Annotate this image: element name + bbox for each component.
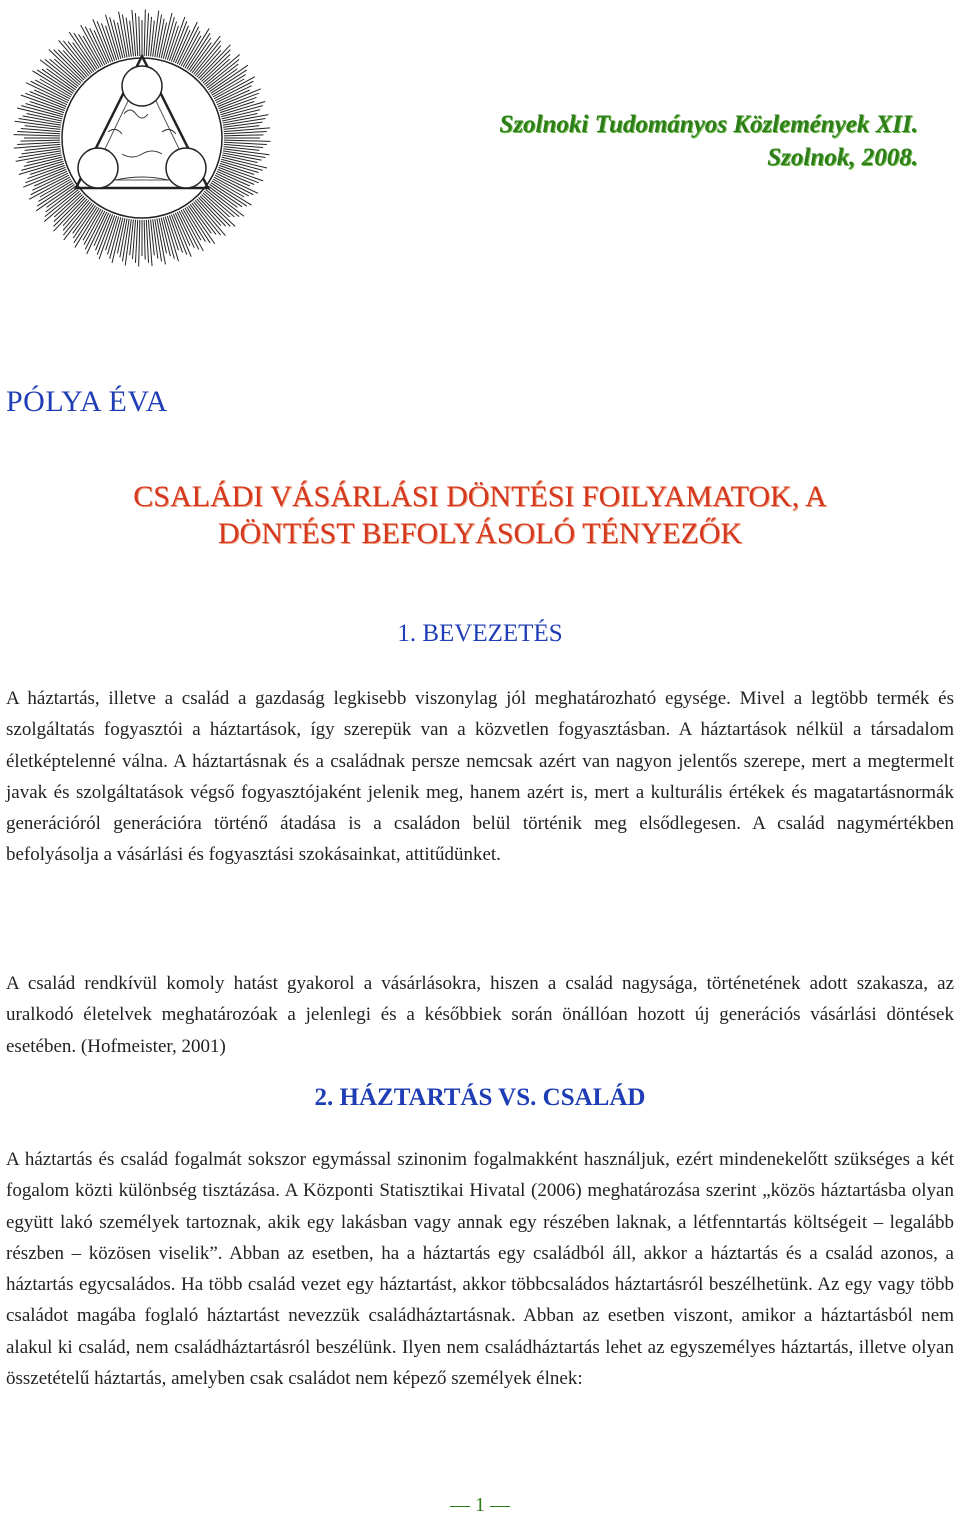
sun-ray [144, 10, 145, 56]
article-title [0, 478, 960, 552]
journal-header [499, 108, 918, 174]
sun-ray [224, 131, 267, 133]
sun-ray [126, 18, 131, 57]
sun-ray [153, 219, 158, 258]
journal-place-year: Szolnok, 2008. [767, 144, 918, 171]
sun-ray [224, 142, 267, 144]
author-name: PÓLYA ÉVA [6, 385, 168, 418]
sun-ray [223, 122, 262, 127]
page-number: — 1 — [450, 1494, 510, 1516]
sun-ray [224, 135, 263, 136]
sun-ray [146, 220, 148, 263]
article-title-line1: CSALÁDI VÁSÁRLÁSI DÖNTÉSI FOILYAMATOK, A [133, 480, 827, 513]
section-heading-introduction: 1. BEVEZETÉS [397, 620, 563, 647]
sun-ray [135, 220, 137, 263]
paragraph: A háztartás és család fogalmát sokszor egymással szinonim fogalmakként használjuk, ezért mindenekelőtt szükséges a két fogalom közti különbség tisztázása. A Központi Statisztikai Hivatal (2006) meghatározása szerint „közös háztartásba olyan együtt lakó személyek tartoznak, akik egy lakásban vagy annak egy részében laknak, a létfenntartás költségeit – legalább részben – közösen viselik”. Abban az esetben, ha a háztartás egy családból áll, akkor a háztartás és a család azonos, a háztartás egycsaládos. Ha több család vezet egy háztartást, akkor többcsaládos háztartásról beszélhetünk. Az egy vagy több családot magába foglaló háztartást nevezzük családháztartásnak. Abban az esetben viszont, amikor a háztartásból nem alakul ki család, nem családháztartásról beszélünk. Ilyen nem családháztartás lehet az egyszemélyes háztartás, illetve olyan összetételű háztartás, amelyben csak családot nem képező személyek élnek: [6, 1149, 954, 1390]
paragraph: A háztartás, illetve a család a gazdaság legkisebb viszonylag jól meghatározható egysége. Mivel a legtöbb termék és szolgáltatás fogyasztói a háztartások, így szerepük van a közvetlen fogyasztásban. A háztartások nélkül a társadalom életképtelenné válna. A háztartásnak és a családnak persze nemcsak azért van nagyon jelentős szerepe, mert a megtermelt javak és szolgáltatások végső fogyasztójaként jelenik meg, hanem azért is, mert a kulturális értékek és magatartásnormák generációról generációra történő átadása is a családon belül történik meg elsődlegesen. A család nagymértékben befolyásolja a vásárlási és fogyasztási szokásainkat, attitűdünket. [6, 688, 954, 866]
sun-ray [139, 17, 140, 56]
left-circle [78, 148, 118, 188]
sun-ray [224, 140, 270, 141]
sun-ray [14, 135, 60, 136]
paragraph: A család rendkívül komoly hatást gyakorol a vásárlásokra, hiszen a család nagysága, történetének adott szakasza, az uralkodó életelvek meghatározóak a jelenlegi és a későbbiek során önállóan hozott új generációs vásárlási döntések esetében. (Hofmeister, 2001) [6, 973, 954, 1057]
sun-ray [21, 140, 60, 141]
journal-title: Szolnoki Tudományos Közlemények XII. [499, 111, 918, 138]
sun-ray [17, 142, 60, 144]
section-heading-household-vs-family: 2. HÁZTARTÁS VS. CSALÁD [314, 1084, 646, 1111]
sun-ray [146, 13, 148, 56]
journal-emblem [6, 4, 278, 272]
sun-ray [139, 220, 140, 266]
article-title-line2: DÖNTÉST BEFOLYÁSOLÓ TÉNYEZŐK [217, 517, 743, 550]
top-circle [122, 66, 162, 106]
sun-ray [135, 13, 137, 56]
sun-ray [17, 131, 60, 133]
sun-ray [144, 220, 145, 259]
sun-ray [22, 149, 61, 154]
right-circle [166, 148, 206, 188]
